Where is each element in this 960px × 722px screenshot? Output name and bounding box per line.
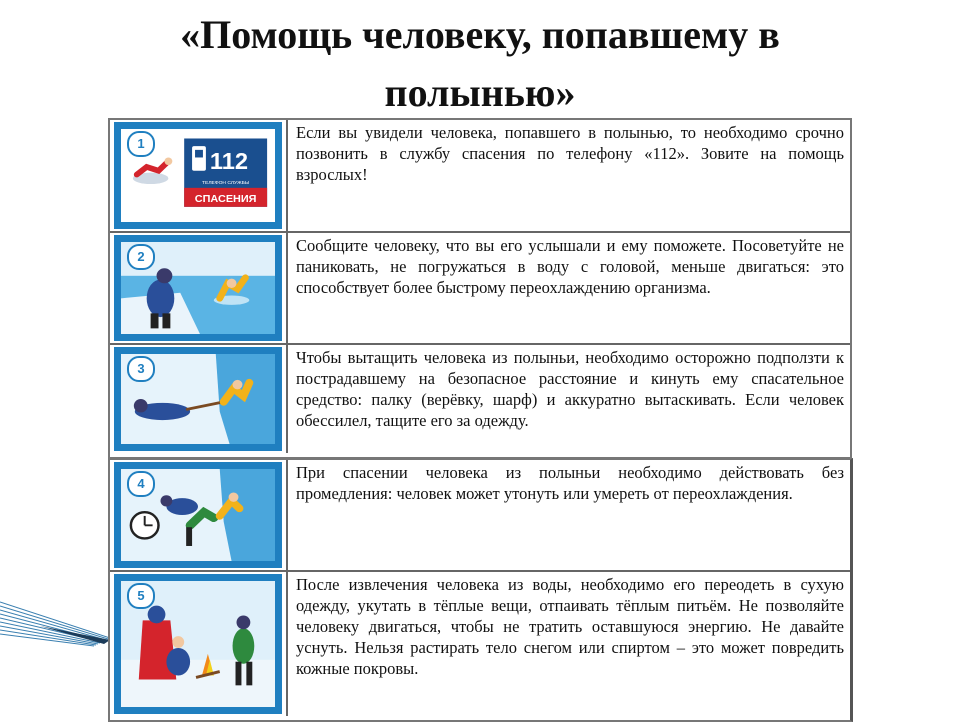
page-title: «Помощь человеку, попавшему в полынью» bbox=[180, 12, 780, 115]
step-text: Если вы увидели человека, попавшего в полынью, то необходимо срочно позвонить в службу спасения по телефону «112». Зовите на помощь взрослых! bbox=[296, 123, 844, 184]
step-3-illustration bbox=[114, 347, 282, 451]
step-row-5 bbox=[110, 572, 850, 716]
step-row-4 bbox=[110, 460, 850, 572]
step-row-1 bbox=[110, 120, 850, 233]
phone-icon bbox=[192, 146, 206, 171]
corner-decoration bbox=[0, 590, 110, 650]
step-picture-cell bbox=[110, 233, 288, 343]
step-4-illustration bbox=[114, 462, 282, 568]
sign-caption: ТЕЛЕФОН СЛУЖБЫ bbox=[202, 181, 250, 187]
step-text: После извлечения человека из воды, необходимо его переодеть в сухую одежду, укутать в тёплые вещи, отпаивать тёплым питьём. Не позволяйте человеку двигаться, чтобы не тратить оставшуюся энергию. Не давайте уснуть. Нельзя растирать тело снегом или спиртом – это может повредить кожные покровы. bbox=[296, 575, 844, 678]
step-text: Чтобы вытащить человека из полыньи, необходимо осторожно подползти к пострадавшему на безопасное расстояние и кинуть ему спасательное средство: палку (верёвку, шарф) и аккуратно вытаскивать. Если человек обессилел, тащите его за одежду. bbox=[296, 348, 844, 430]
step-picture-cell bbox=[110, 572, 288, 716]
step-2-illustration bbox=[114, 235, 282, 341]
step-picture-cell bbox=[110, 460, 288, 570]
sign-label: СПАСЕНИЯ bbox=[194, 193, 257, 206]
sign-number: 112 bbox=[209, 148, 249, 174]
step-text: Сообщите человеку, что вы его услышали и ему поможете. Посоветуйте не паниковать, не погружаться в воду с головой, меньше двигаться: это способствует более быстрому переохлаждению организма. bbox=[296, 236, 844, 297]
step-text: При спасении человека из полыньи необходимо действовать без промедления: человек может утонуть или умереть от переохлаждения. bbox=[296, 463, 844, 503]
instructions-table-bottom bbox=[108, 458, 853, 722]
step-number-badge: 1 bbox=[127, 131, 155, 157]
step-row-2 bbox=[110, 233, 850, 345]
step-number-badge: 5 bbox=[127, 583, 155, 609]
step-picture-cell bbox=[110, 120, 288, 231]
clock-icon bbox=[131, 512, 159, 538]
step-5-illustration bbox=[114, 574, 282, 714]
step-number-badge: 4 bbox=[127, 471, 155, 497]
step-picture-cell bbox=[110, 345, 288, 453]
step-1-illustration bbox=[114, 122, 282, 229]
step-number-badge: 2 bbox=[127, 244, 155, 270]
step-number-badge: 3 bbox=[127, 356, 155, 382]
step-row-3 bbox=[110, 345, 850, 453]
instructions-table-top bbox=[108, 118, 852, 459]
